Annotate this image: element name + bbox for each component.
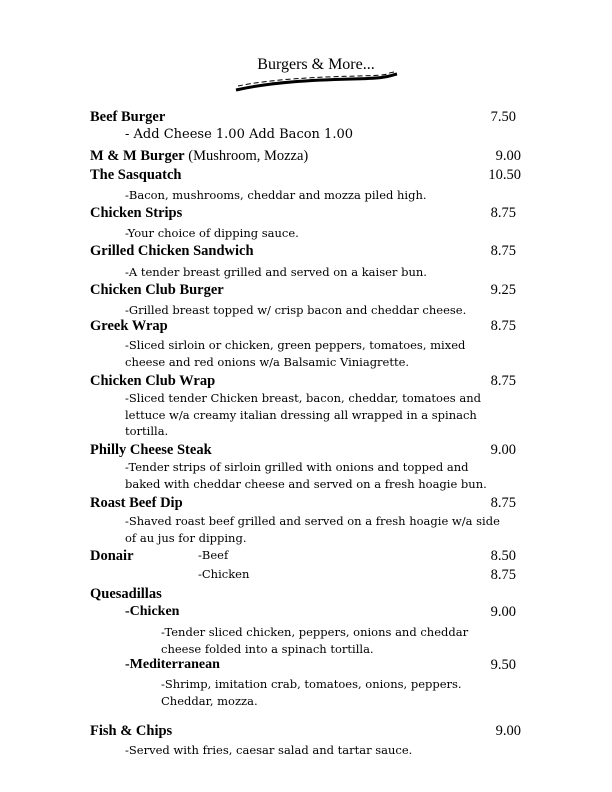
- menu-item-price: 8.75: [490, 567, 516, 583]
- description-line: -Shaved roast beef grilled and served on a fresh hoagie w/a side: [125, 514, 500, 528]
- menu-item-name: Quesadillas: [90, 586, 162, 602]
- description-line: -Sliced tender Chicken breast, bacon, cheddar, tomatoes and: [125, 391, 481, 405]
- menu-item-name: Roast Beef Dip: [90, 495, 183, 511]
- menu-item-description: [125, 459, 487, 492]
- menu-item-price: 8.75: [490, 318, 516, 334]
- menu-item-price: 9.50: [490, 657, 516, 673]
- menu-item-price: 9.00: [490, 442, 516, 458]
- menu-item-name: Philly Cheese Steak: [90, 442, 212, 458]
- menu-item-name: [90, 149, 308, 164]
- menu-item-price: 9.00: [490, 604, 516, 620]
- menu-item-name: Fish & Chips: [90, 723, 173, 739]
- description-line: cheese and red onions w/a Balsamic Viniagrette.: [125, 354, 410, 369]
- menu-item-price: 10.50: [488, 167, 521, 183]
- menu-item-name: Donair: [90, 548, 134, 564]
- title-swash-decoration: [232, 70, 402, 98]
- description-line: tortilla.: [125, 424, 169, 438]
- menu-item-description: [125, 513, 500, 546]
- quesadilla-option-label: -Mediterranean: [125, 657, 220, 672]
- menu-item-description: [125, 390, 481, 440]
- menu-item-price: 8.75: [490, 495, 516, 511]
- description-line: cheese folded into a spinach tortilla.: [161, 641, 374, 656]
- description-line: -Tender sliced chicken, peppers, onions and cheddar: [161, 625, 469, 639]
- menu-item-price: 8.50: [490, 548, 516, 564]
- menu-item-name: Chicken Strips: [90, 205, 183, 221]
- menu-item-description: -Grilled breast topped w/ crisp bacon and cheddar cheese.: [125, 303, 467, 317]
- menu-item-name-text: M & M Burger: [90, 148, 185, 164]
- menu-item-description: [161, 676, 462, 709]
- menu-title: Burgers & More...: [257, 56, 375, 73]
- description-line: -Shrimp, imitation crab, tomatoes, onions, peppers.: [161, 677, 462, 691]
- menu-item-name: Beef Burger: [90, 109, 166, 125]
- menu-item-name: The Sasquatch: [90, 167, 182, 183]
- donair-option-label: -Beef: [198, 548, 229, 562]
- description-line: of au jus for dipping.: [125, 530, 247, 545]
- menu-item-name: Chicken Club Burger: [90, 282, 224, 298]
- description-line: -Sliced sirloin or chicken, green peppers, tomatoes, mixed: [125, 338, 466, 352]
- menu-item-price: 9.25: [490, 282, 516, 298]
- description-line: Cheddar, mozza.: [161, 693, 258, 708]
- menu-item-price: 9.00: [495, 723, 521, 739]
- menu-item-description: -A tender breast grilled and served on a kaiser bun.: [125, 265, 427, 279]
- menu-item-name: Grilled Chicken Sandwich: [90, 243, 254, 259]
- description-line: baked with cheddar cheese and served on a fresh hoagie bun.: [125, 476, 487, 491]
- menu-item-description: -Bacon, mushrooms, cheddar and mozza piled high.: [125, 188, 427, 202]
- description-line: -Tender strips of sirloin grilled with onions and topped and: [125, 460, 469, 474]
- menu-item-price: 9.00: [495, 148, 521, 164]
- description-line: lettuce w/a creamy italian dressing all wrapped in a spinach: [125, 407, 477, 422]
- menu-item-description: [125, 337, 465, 370]
- menu-item-price: 7.50: [490, 109, 516, 125]
- menu-item-note: (Mushroom, Mozza): [184, 148, 309, 164]
- menu-item-description: - Add Cheese 1.00 Add Bacon 1.00: [125, 127, 353, 142]
- menu-item-description: [161, 624, 468, 657]
- menu-item-description: -Served with fries, caesar salad and tartar sauce.: [125, 743, 413, 757]
- menu-item-name: Chicken Club Wrap: [90, 373, 216, 389]
- menu-item-price: 8.75: [490, 373, 516, 389]
- quesadilla-option-label: -Chicken: [125, 604, 180, 619]
- donair-option-label: -Chicken: [198, 567, 250, 581]
- menu-item-description: -Your choice of dipping sauce.: [125, 226, 299, 240]
- menu-item-price: 8.75: [490, 243, 516, 259]
- menu-item-name: Greek Wrap: [90, 318, 168, 334]
- menu-item-price: 8.75: [490, 205, 516, 221]
